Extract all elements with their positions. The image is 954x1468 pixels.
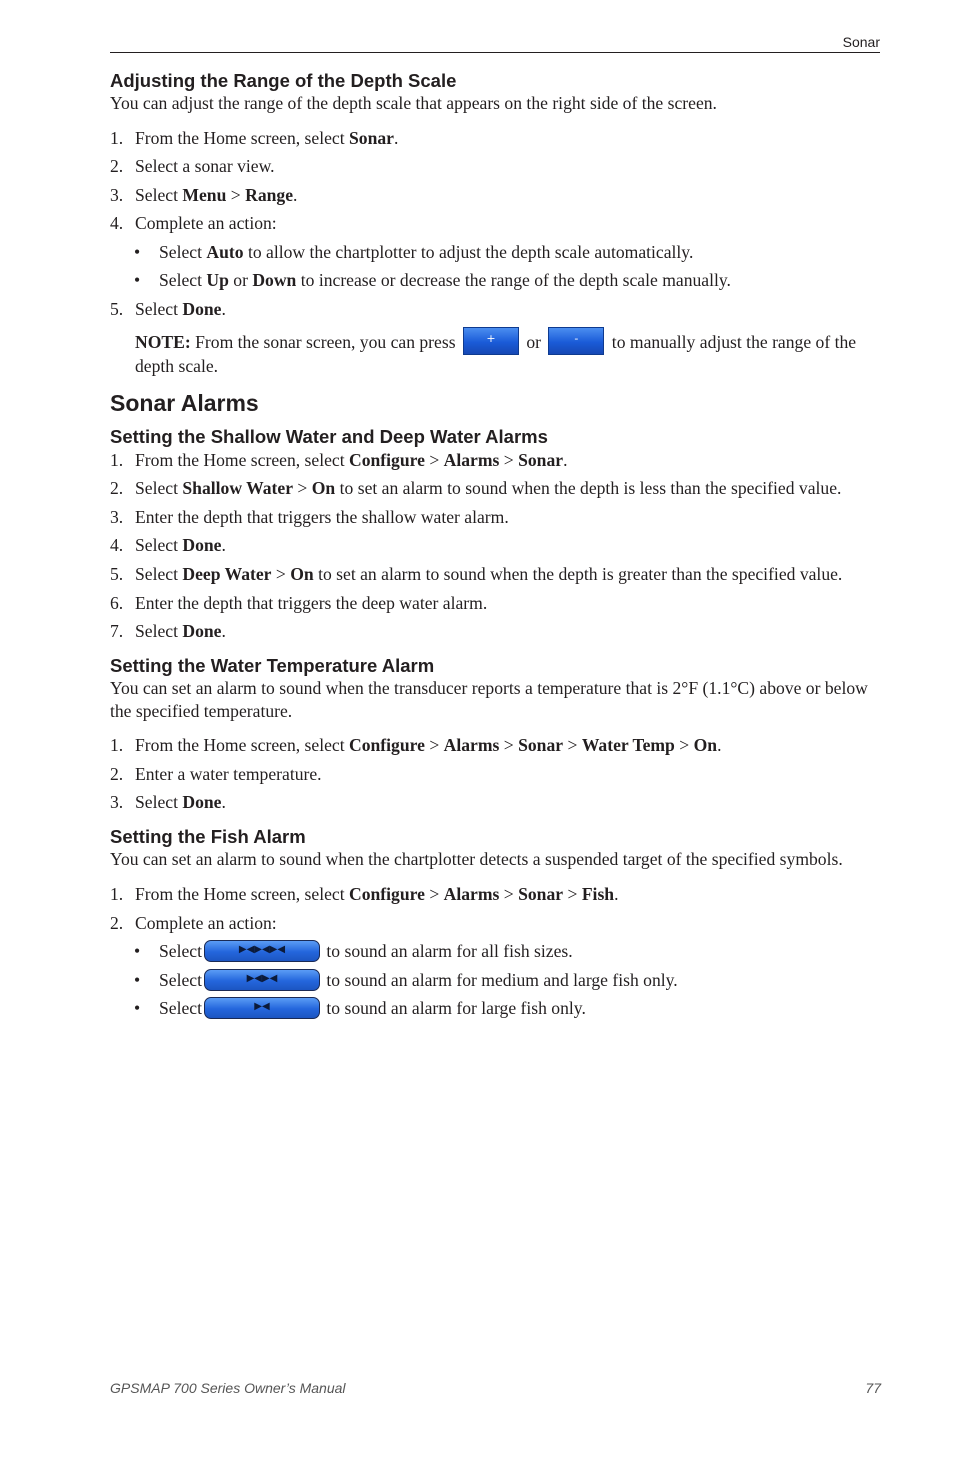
step: 1. From the Home screen, select Configure > Alarms > Sonar > Water Temp > On.	[110, 735, 722, 755]
step: 2. Complete an action:	[110, 913, 277, 933]
fish-alarm-intro: You can set an alarm to sound when the chartplotter detects a suspended target of the specified symbols.	[110, 849, 843, 869]
step: 2. Select a sonar view.	[110, 156, 275, 176]
step: 2. Select Shallow Water > On to set an alarm to sound when the depth is less than the specified value.	[110, 478, 842, 498]
step: 4. Complete an action:	[110, 213, 277, 233]
zoom-in-button-icon: +	[463, 327, 519, 355]
water-temp-heading: Setting the Water Temperature Alarm	[110, 655, 435, 676]
water-temp-intro-line: You can set an alarm to sound when the transducer reports a temperature that is 2°F (1.1°C) above or below	[110, 678, 868, 698]
step: 7. Select Done.	[110, 621, 226, 641]
shallow-deep-heading: Setting the Shallow Water and Deep Water Alarms	[110, 426, 548, 447]
fish-alarm-heading: Setting the Fish Alarm	[110, 826, 306, 847]
step: 1. From the Home screen, select Configure > Alarms > Sonar > Fish.	[110, 884, 619, 904]
zoom-out-button-icon: -	[548, 327, 604, 355]
bullet-item: • Select ▶◀▶◀▶◀ to sound an alarm for all fish sizes.	[134, 941, 573, 961]
fish-large-button-icon: ▶◀	[204, 997, 320, 1019]
step: 1. From the Home screen, select Sonar.	[110, 128, 399, 148]
page-number: 77	[865, 1380, 881, 1396]
header-rule	[110, 52, 880, 53]
step: 5. Select Done.	[110, 299, 226, 319]
step: 2. Enter a water temperature.	[110, 764, 322, 784]
step: 1. From the Home screen, select Configure > Alarms > Sonar.	[110, 450, 568, 470]
bullet-item: • Select Up or Down to increase or decrease the range of the depth scale manually.	[134, 270, 731, 290]
step: 3. Select Done.	[110, 792, 226, 812]
fish-all-sizes-button-icon: ▶◀▶◀▶◀	[204, 940, 320, 962]
depth-scale-intro: You can adjust the range of the depth scale that appears on the right side of the screen.	[110, 93, 717, 113]
step: 4. Select Done.	[110, 535, 226, 555]
bullet-item: • Select Auto to allow the chartplotter to adjust the depth scale automatically.	[134, 242, 694, 262]
bullet-item: • Select ▶◀▶◀ to sound an alarm for medium and large fish only.	[134, 970, 678, 990]
step: 5. Select Deep Water > On to set an alarm to sound when the depth is greater than the specified value.	[110, 564, 843, 584]
step: 6. Enter the depth that triggers the deep water alarm.	[110, 593, 488, 613]
water-temp-intro-line: the specified temperature.	[110, 701, 293, 721]
footer-manual-title: GPSMAP 700 Series Owner’s Manual	[110, 1380, 346, 1396]
bullet-item: • Select ▶◀ to sound an alarm for large fish only.	[134, 998, 586, 1018]
depth-scale-heading: Adjusting the Range of the Depth Scale	[110, 70, 457, 91]
step: 3. Select Menu > Range.	[110, 185, 298, 205]
fish-medium-large-button-icon: ▶◀▶◀	[204, 969, 320, 991]
running-header: Sonar	[842, 34, 880, 50]
step: 3. Enter the depth that triggers the shallow water alarm.	[110, 507, 509, 527]
note-paragraph: NOTE: From the sonar screen, you can press + or - to manually adjust the range of the depth scale.	[135, 327, 880, 378]
sonar-alarms-heading: Sonar Alarms	[110, 390, 259, 416]
